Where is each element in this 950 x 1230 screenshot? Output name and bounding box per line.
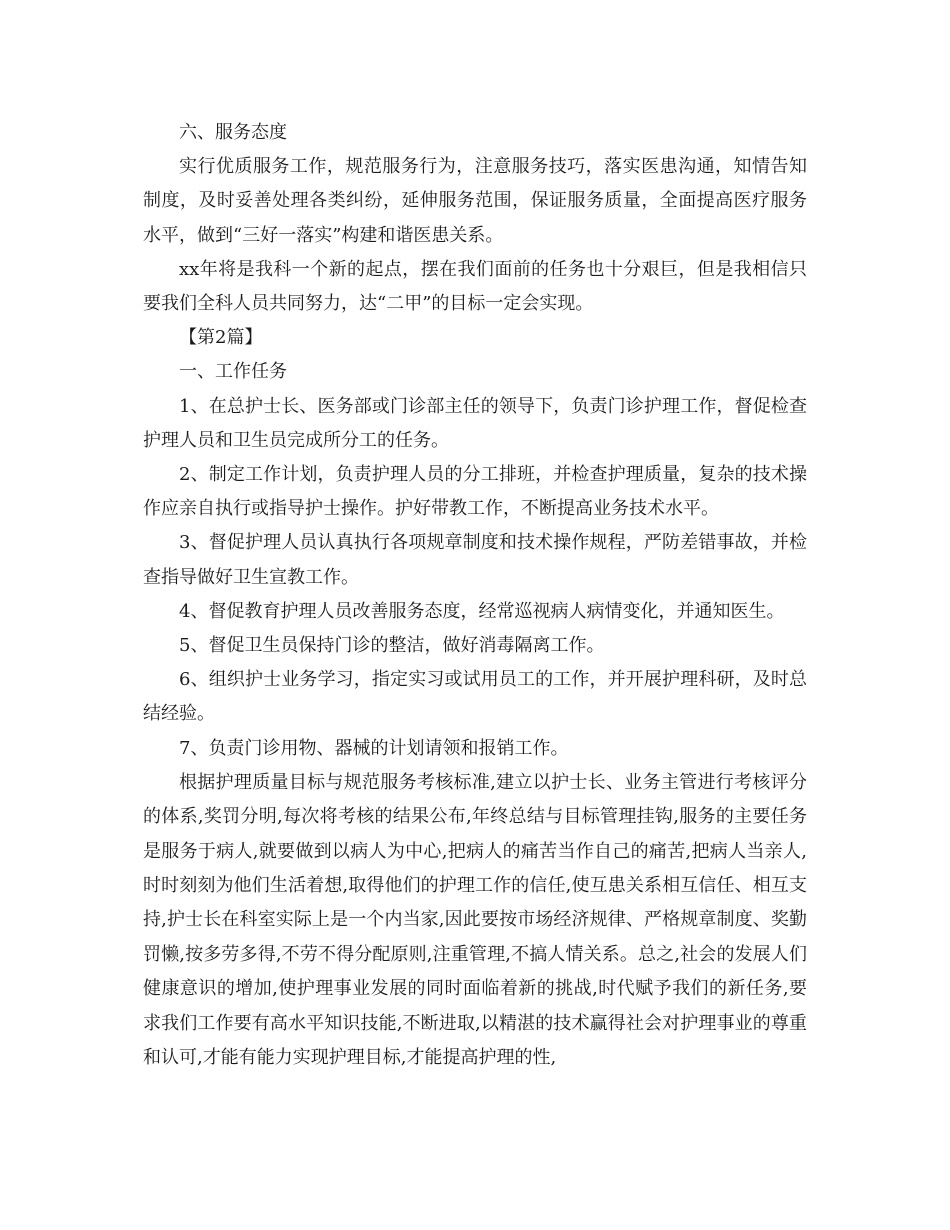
paragraph-new-starting-point: xx年将是我科一个新的起点，摆在我们面前的任务也十分艰巨，但是我相信只要我们全科人员共同努力，达“二甲”的目标一定会实现。 [143,258,807,315]
section-heading-work-tasks: 一、工作任务 [179,361,287,383]
document-body [143,116,807,1076]
list-item-task-6: 6、组织护士业务学习，指定实习或试用员工的工作，并开展护理科研，及时总结经验。 [143,669,807,725]
paragraph-quality-assessment: 根据护理质量目标与规范服务考核标准,建立以护士长、业务主管进行考核评分的体系,奖罚分明,每次将考核的结果公布,年终总结与目标管理挂钩,服务的主要任务是服务于病人,就要做到以病人为中心,把病人的痛苦当作自己的痛苦,把病人当亲人,时时刻刻为他们生活着想,取得他们的护理工作的信任,使互患关系相互信任、相互支持,护士长在科室实际上是一个内当家,因此要按市场经济规律、严格规章制度、奖勤罚懒,按多劳多得,不劳不得分配原则,注重管理,不搞人情关系。总之,社会的发展人们健康意识的增加,使护理事业发展的同时面临着新的挑战,时代赋予我们的新任务,要求我们工作要有高水平知识技能,不断进取,以精湛的技术赢得社会对护理事业的尊重和认可,才能有能力实现护理目标,才能提高护理的性, [143,771,807,1069]
list-item-task-4: 4、督促教育护理人员改善服务态度，经常巡视病人病情变化，并通知医生。 [179,600,785,622]
list-item-task-2: 2、制定工作计划，负责护理人员的分工排班，并检查护理质量，复杂的技术操作应亲自执行或指导护士操作。护好带教工作，不断提高业务技术水平。 [143,464,807,520]
section-heading-service-attitude: 六、服务态度 [179,122,287,143]
list-item-task-7: 7、负责门诊用物、器械的计划请领和报销工作。 [179,737,569,759]
list-item-task-5: 5、督促卫生员保持门诊的整洁，做好消毒隔离工作。 [179,635,605,657]
list-item-task-1: 1、在总护士长、医务部或门诊部主任的领导下，负责门诊护理工作，督促检查护理人员和卫生员完成所分工的任务。 [143,395,807,451]
chapter-marker-part-2: 【第2篇】 [179,327,263,349]
list-item-task-3: 3、督促护理人员认真执行各项规章制度和技术操作规程，严防差错事故，并检查指导做好卫生宣教工作。 [143,532,807,588]
paragraph-service-quality: 实行优质服务工作，规范服务行为，注意服务技巧，落实医患沟通，知情告知制度，及时妥善处理各类纠纷，延伸服务范围，保证服务质量，全面提高医疗服务水平，做到“三好一落实”构建和谐医患关系。 [143,156,807,246]
